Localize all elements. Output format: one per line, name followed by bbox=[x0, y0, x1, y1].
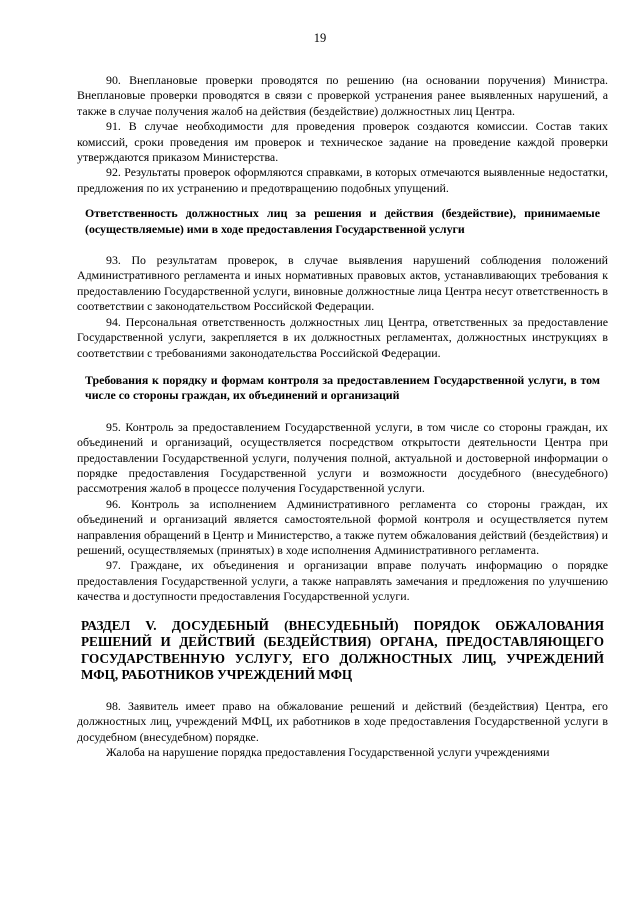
paragraph-93: 93. По результатам проверок, в случае выявления нарушений соблюдения положений Административного регламента и иных нормативных правовых актов, устанавливающих требования к предоставлению Государственной услуги, виновные должностные лица Центра несут ответственность в соответствии с законодательством Российской Федерации. bbox=[77, 253, 608, 314]
paragraph-92: 92. Результаты проверок оформляются справками, в которых отмечаются выявленные недостатки, предложения по их устранению и предотвращению подобных упущений. bbox=[77, 165, 608, 195]
paragraph-91: 91. В случае необходимости для проведения проверок создаются комиссии. Состав таких комиссий, сроки проведения им проверок и техническое задание на проведение каждой проверки утверждаются приказом Министерства. bbox=[77, 119, 608, 165]
heading-control-requirements: Требования к порядку и формам контроля за предоставлением Государственной услуги, в том числе со стороны граждан, их объединений и организаций bbox=[85, 372, 600, 403]
paragraph-96: 96. Контроль за исполнением Административного регламента со стороны граждан, их объединений и организаций является самостоятельной формой контроля и осуществляется путем направления обращений в Центр и Министерство, а также путем обжалования действий (бездействия) и решений, осуществляемых (принятых) в ходе исполнения Административного регламента. bbox=[77, 496, 608, 557]
paragraph-98-continued: Жалоба на нарушение порядка предоставления Государственной услуги учреждениями bbox=[106, 745, 550, 760]
paragraph-95: 95. Контроль за предоставлением Государственной услуги, в том числе со стороны граждан, их объединений и организаций, осуществляется посредством открытости деятельности Центра при предоставлении Государственной услуги, получения полной, актуальной и достоверной информации о порядке предоставления Государственной услуги и возможности досудебного (внесудебного) рассмотрения жалоб в процессе получения Государственной услуги. bbox=[77, 419, 608, 496]
heading-responsibility: Ответственность должностных лиц за решения и действия (бездействие), принимаемые (осуществляемые) ими в ходе предоставления Государственной услуги bbox=[85, 206, 600, 236]
paragraph-90: 90. Внеплановые проверки проводятся по решению (на основании поручения) Министра. Внеплановые проверки проводятся в связи с проверкой устранения ранее выявленных нарушений, а также в случае получения жалоб на действия (бездействие) должностных лиц Центра. bbox=[77, 73, 608, 118]
paragraph-97: 97. Граждане, их объединения и организации вправе получать информацию о порядке предоставления Государственной услуги, а также направлять замечания и предложения по улучшению качества и доступности предоставления Государственной услуги. bbox=[77, 558, 608, 604]
paragraph-94: 94. Персональная ответственность должностных лиц Центра, ответственных за предоставление Государственной услуги, закрепляется в их должностных регламентах, должностных инструкциях в соответствии с требованиями законодательства Российской Федерации. bbox=[77, 314, 608, 360]
page-number: 19 bbox=[313, 31, 327, 45]
paragraph-98: 98. Заявитель имеет право на обжалование решений и действий (бездействия) Центра, его должностных лиц, учреждений МФЦ, их работников в ходе предоставления Государственной услуги в досудебном (внесудебном) порядке. bbox=[77, 698, 608, 744]
page-body bbox=[77, 73, 608, 761]
heading-section-5: РАЗДЕЛ V. ДОСУДЕБНЫЙ (ВНЕСУДЕБНЫЙ) ПОРЯДОК ОБЖАЛОВАНИЯ РЕШЕНИЙ И ДЕЙСТВИЙ (БЕЗДЕЙСТВИЯ) ОРГАНА, ПРЕДОСТАВЛЯЮЩЕГО ГОСУДАРСТВЕННУЮ УСЛУГУ, ЕГО ДОЛЖНОСТНЫХ ЛИЦ, УЧРЕЖДЕНИЙ МФЦ, РАБОТНИКОВ УЧРЕЖДЕНИЙ МФЦ bbox=[81, 617, 604, 683]
